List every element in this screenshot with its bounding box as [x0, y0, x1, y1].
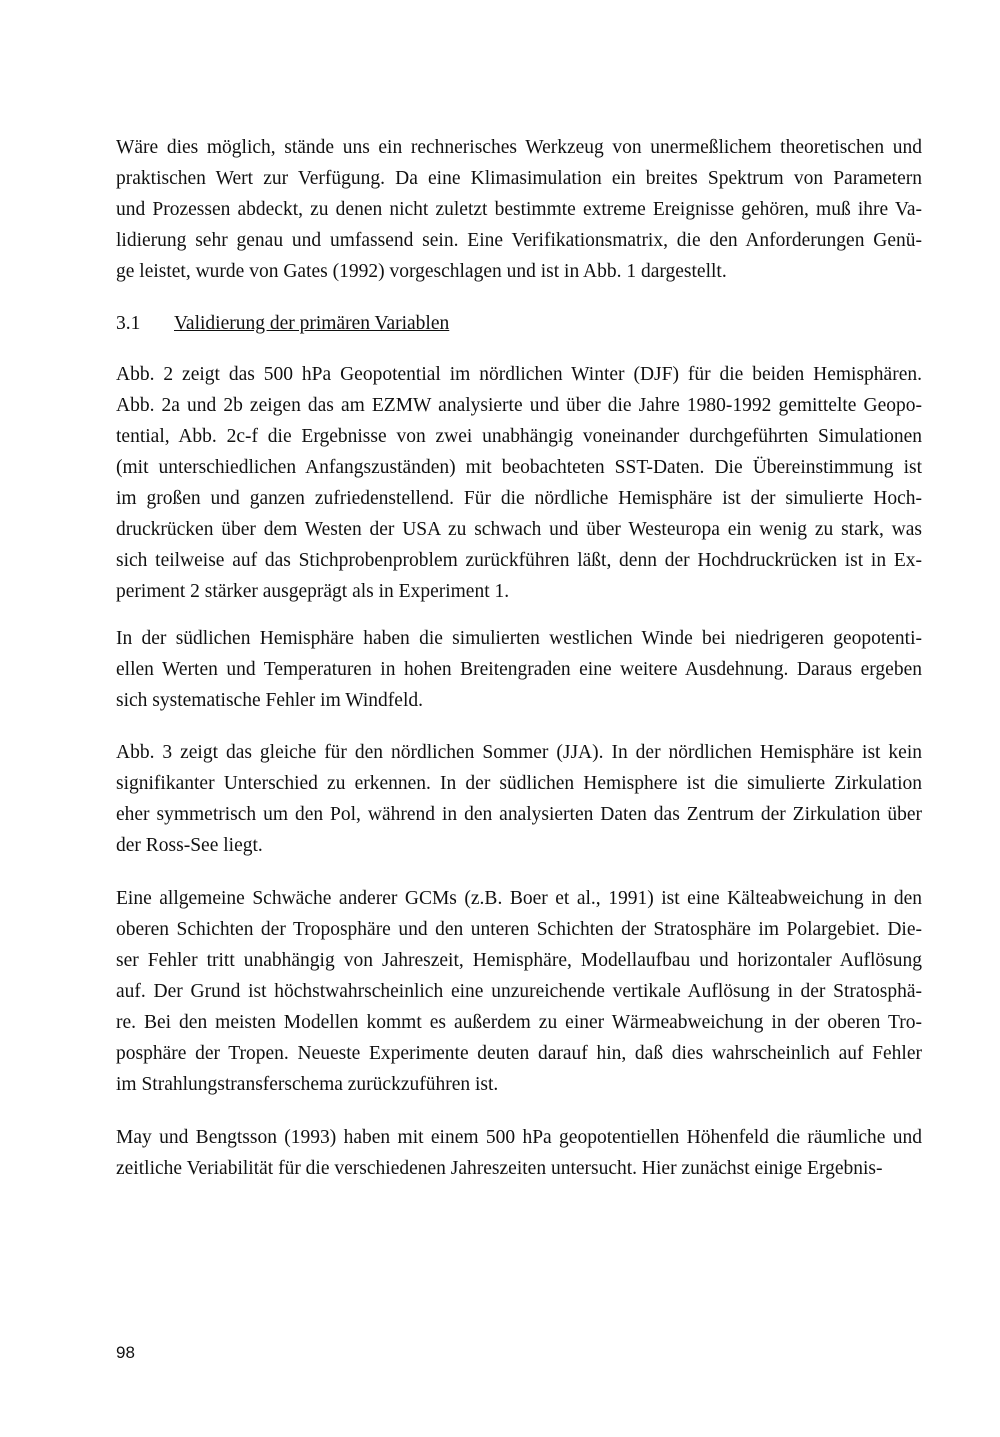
text-line: tential, Abb. 2c-f die Ergebnisse von zwei unabhängig voneinander durchgeführten Simulationen: [116, 426, 922, 447]
text-line: eher symmetrisch um den Pol, während in den analysierten Daten das Zentrum der Zirkulation über: [116, 804, 922, 825]
text-line: (mit unterschiedlichen Anfangszuständen) mit beobachteten SST-Daten. Die Übereinstimmung ist: [116, 457, 922, 478]
text-line: lidierung sehr genau und umfassend sein. Eine Verifikationsmatrix, die den Anforderungen Genü-: [116, 230, 922, 251]
text-line: Abb. 3 zeigt das gleiche für den nördlichen Sommer (JJA). In der nördlichen Hemisphäre ist kein: [116, 742, 922, 763]
paragraph-4: [116, 737, 922, 861]
text-line: praktischen Wert zur Verfügung. Da eine Klimasimulation ein breites Spektrum von Parametern: [116, 168, 922, 189]
paragraph-1: [116, 132, 922, 287]
paragraph-2: [116, 359, 922, 607]
section-heading: [116, 308, 449, 339]
text-line: im Strahlungstransferschema zurückzuführen ist.: [116, 1074, 499, 1095]
text-line: der Ross-See liegt.: [116, 835, 263, 856]
text-line: In der südlichen Hemisphäre haben die simulierten westlichen Winde bei niedrigeren geopotenti-: [116, 628, 922, 649]
text-line: ge leistet, wurde von Gates (1992) vorgeschlagen und ist in Abb. 1 dargestellt.: [116, 261, 727, 282]
text-line: ellen Werten und Temperaturen in hohen Breitengraden eine weitere Ausdehnung. Daraus ergeben: [116, 659, 922, 680]
text-line: druckrücken über dem Westen der USA zu schwach und über Westeuropa ein wenig zu stark, was: [116, 519, 922, 540]
text-line: May und Bengtsson (1993) haben mit einem 500 hPa geopotentiellen Höhenfeld die räumliche und: [116, 1127, 922, 1148]
paragraph-5: [116, 883, 922, 1100]
text-line: sich teilweise auf das Stichprobenproblem zurückführen läßt, denn der Hochdruckrücken ist in Ex-: [116, 550, 922, 571]
text-line: im großen und ganzen zufriedenstellend. Für die nördliche Hemisphäre ist der simulierte Hoch-: [116, 488, 922, 509]
text-line: Abb. 2 zeigt das 500 hPa Geopotential im nördlichen Winter (DJF) für die beiden Hemisphären.: [116, 364, 922, 385]
text-line: Wäre dies möglich, stände uns ein rechnerisches Werkzeug von unermeßlichem theoretischen und: [116, 137, 922, 158]
text-line: und Prozessen abdeckt, zu denen nicht zuletzt bestimmte extreme Ereignisse gehören, muß ihre Va-: [116, 199, 922, 220]
paragraph-6: [116, 1122, 922, 1184]
text-line: signifikanter Unterschied zu erkennen. In der südlichen Hemisphere ist die simulierte Zirkulation: [116, 773, 922, 794]
text-line: auf. Der Grund ist höchstwahrscheinlich eine unzureichende vertikale Auflösung in der Stratosphä-: [116, 981, 922, 1002]
text-line: periment 2 stärker ausgeprägt als in Experiment 1.: [116, 581, 510, 602]
text-line: sich systematische Fehler im Windfeld.: [116, 690, 424, 711]
text-line: posphäre der Tropen. Neueste Experimente deuten darauf hin, daß dies wahrscheinlich auf Fehler: [116, 1043, 922, 1064]
paragraph-3: [116, 623, 922, 716]
section-title: Validierung der primären Variablen: [174, 313, 450, 334]
page-number: 98: [116, 1343, 135, 1362]
text-line: Abb. 2a und 2b zeigen das am EZMW analysierte und über die Jahre 1980-1992 gemittelte Geopo-: [116, 395, 922, 416]
text-line: Eine allgemeine Schwäche anderer GCMs (z.B. Boer et al., 1991) ist eine Kälteabweichung in den: [116, 888, 922, 909]
text-line: zeitliche Veriabilität für die verschiedenen Jahreszeiten untersucht. Hier zunächst einige Ergebnis-: [116, 1158, 883, 1179]
section-number: 3.1: [116, 313, 141, 334]
text-line: re. Bei den meisten Modellen kommt es außerdem zu einer Wärmeabweichung in der oberen Tro-: [116, 1012, 922, 1033]
text-line: ser Fehler tritt unabhängig von Jahreszeit, Hemisphäre, Modellaufbau und horizontaler Auflösung: [116, 950, 922, 971]
text-line: oberen Schichten der Troposphäre und den unteren Schichten der Stratosphäre im Polargebiet. Die-: [116, 919, 922, 940]
